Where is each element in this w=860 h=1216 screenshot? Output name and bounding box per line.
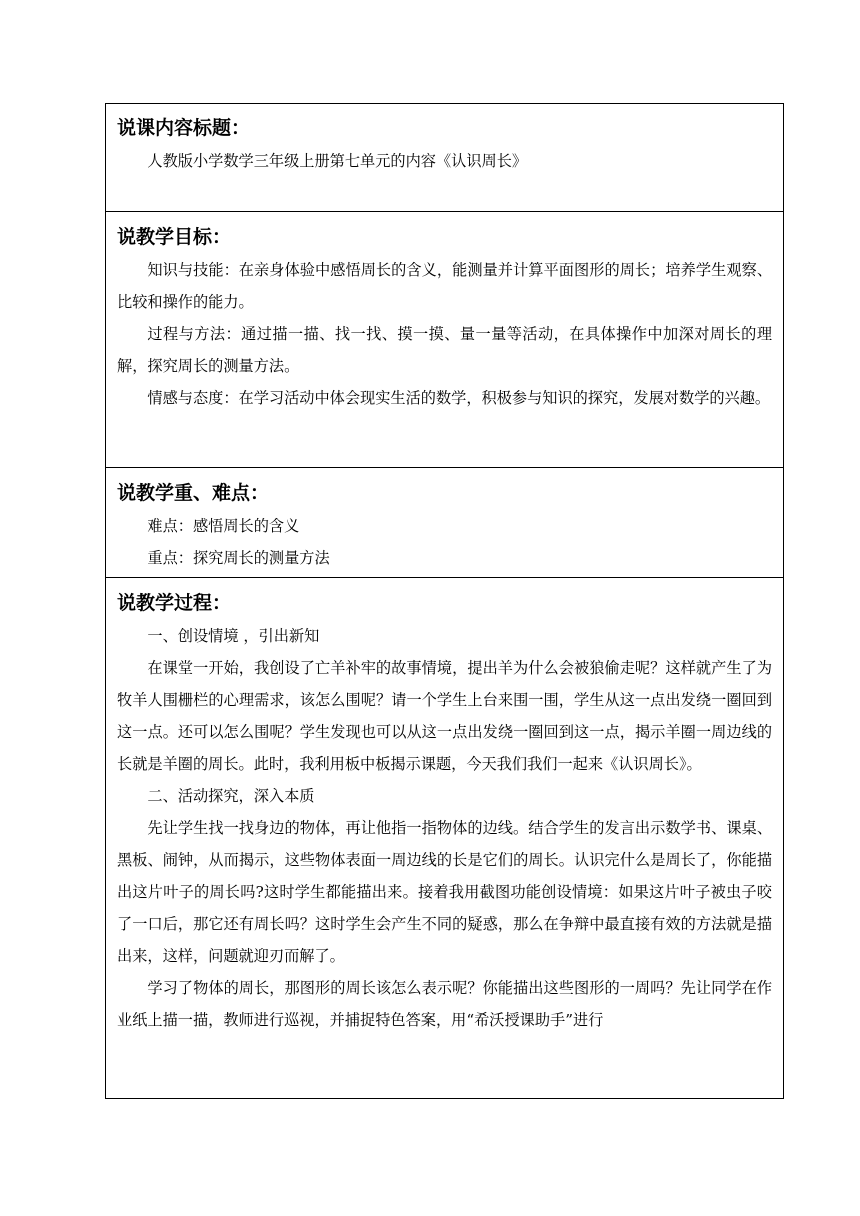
goals-paragraph-process: 过程与方法：通过描一描、找一找、摸一摸、量一量等活动，在具体操作中加深对周长的理解，探究周长的测量方法。 — [117, 325, 772, 375]
section-process — [106, 578, 783, 1098]
section-goals — [106, 212, 783, 468]
topic-paragraph-1: 人教版小学数学三年级上册第七单元的内容《认识周长》 — [147, 152, 528, 170]
process-paragraph-2: 先让学生找一找身边的物体，再让他指一指物体的边线。结合学生的发言出示数学书、课桌、黑板、闹钟，从而揭示，这些物体表面一周边线的长是它们的周长。认识完什么是周长了，你能描出这片叶子的周长吗?这时学生都能描出来。接着我用截图功能创设情境：如果这片叶子被虫子咬了一口后，那它还有周长吗？这时学生会产生不同的疑惑，那么在争辩中最直接有效的方法就是描出来，这样，问题就迎刃而解了。 — [117, 819, 772, 965]
section-topic-title: 说课内容标题： — [117, 117, 251, 139]
section-keypoints — [106, 468, 783, 578]
lesson-plan-table — [105, 103, 784, 1099]
process-heading-1: 一、创设情境 ，引出新知 — [147, 627, 320, 645]
section-process-title: 说教学过程： — [117, 592, 232, 614]
goals-paragraph-knowledge: 知识与技能：在亲身体验中感悟周长的含义，能测量并计算平面图形的周长；培养学生观察、比较和操作的能力。 — [117, 261, 772, 311]
section-topic — [106, 104, 783, 212]
section-keypoints-title: 说教学重、难点： — [117, 482, 270, 504]
goals-paragraph-emotion: 情感与态度：在学习活动中体会现实生活的数学，积极参与知识的探究，发展对数学的兴趣。 — [147, 389, 771, 407]
process-paragraph-3: 学习了物体的周长，那图形的周长该怎么表示呢？你能描出这些图形的一周吗？先让同学在作业纸上描一描，教师进行巡视，并捕捉特色答案，用“希沃授课助手”进行 — [117, 979, 772, 1029]
process-paragraph-1: 在课堂一开始，我创设了亡羊补牢的故事情境，提出羊为什么会被狼偷走呢？这样就产生了为牧羊人围栅栏的心理需求，该怎么围呢？请一个学生上台来围一围，学生从这一点出发绕一圈回到这一点。还可以怎么围呢？学生发现也可以从这一点出发绕一圈回到这一点，揭示羊圈一周边线的长就是羊圈的周长。此时，我利用板中板揭示课题，今天我们我们一起来《认识周长》。 — [117, 659, 772, 773]
keypoints-paragraph-difficulty: 难点：感悟周长的含义 — [147, 517, 300, 535]
section-goals-title: 说教学目标： — [117, 226, 232, 248]
process-heading-2: 二、活动探究，深入本质 — [147, 787, 315, 805]
keypoints-paragraph-focus: 重点：探究周长的测量方法 — [147, 549, 330, 567]
